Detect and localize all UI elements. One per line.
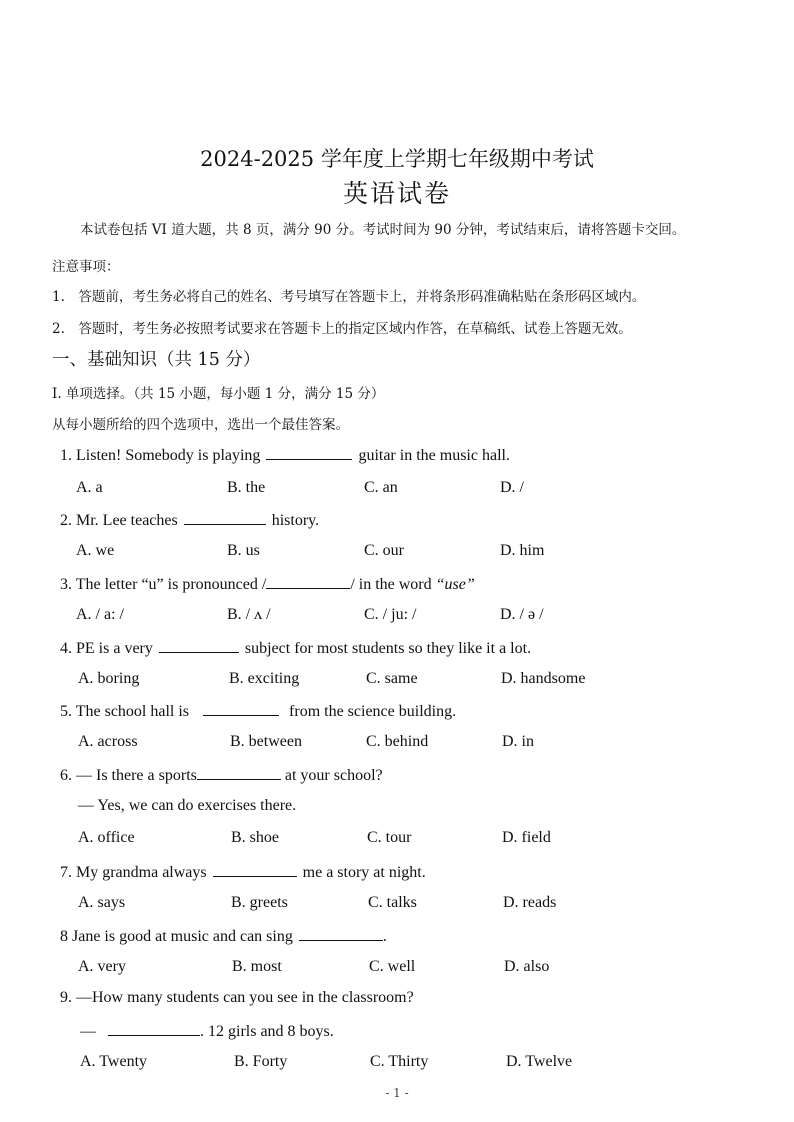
question-text: . 12 girls and 8 boys. [200, 1023, 334, 1040]
answer-blank [184, 510, 266, 525]
option: B. shoe [231, 829, 279, 846]
answer-blank [159, 638, 239, 653]
question-text: 1. Listen! Somebody is playing [60, 447, 261, 464]
option: A. a [76, 479, 103, 496]
question-text: 7. My grandma always [60, 864, 207, 881]
question-3 [60, 574, 475, 594]
notes-heading: 注意事项： [52, 259, 120, 275]
question-8 [60, 926, 387, 946]
note-item-2: 2. 答题时，考生务必按照考试要求在答题卡上的指定区域内作答，在草稿纸、试卷上答题无效。 [52, 321, 632, 337]
question-word: “use” [435, 576, 475, 593]
option: B. exciting [229, 670, 300, 687]
question-text: 3. The letter “u” is pronounced / [60, 576, 267, 593]
answer-blank [197, 765, 281, 780]
option: A. very [78, 958, 126, 975]
option: A. / a: / [76, 606, 124, 623]
answer-blank [266, 574, 350, 589]
option: B. greets [231, 894, 288, 911]
question-6-reply: — Yes, we can do exercises there. [78, 797, 297, 814]
question-text: from the science building. [289, 703, 457, 720]
answer-blank [266, 445, 352, 460]
option: D. him [500, 542, 545, 559]
option: C. an [364, 479, 398, 496]
question-text: 8 Jane is good at music and can sing [60, 928, 293, 945]
question-9: 9. —How many students can you see in the classroom? [60, 989, 414, 1006]
dash: — [80, 1023, 96, 1040]
option: D. / [500, 479, 524, 496]
option: B. us [227, 542, 260, 559]
part-title: I. 单项选择。（共 15 小题，每小题 1 分，满分 15 分） [52, 386, 385, 402]
option: A. says [78, 894, 126, 911]
question-4 [60, 638, 531, 658]
question-text: guitar in the music hall. [358, 447, 510, 464]
question-7 [60, 862, 426, 882]
question-6 [60, 765, 383, 785]
option: D. / ə / [500, 606, 544, 623]
question-5 [60, 701, 456, 721]
option: A. Twenty [80, 1053, 148, 1070]
section-heading: 一、基础知识（共 15 分） [52, 350, 261, 370]
exam-title: 2024-2025 学年度上学期七年级期中考试 [200, 147, 594, 171]
option: B. Forty [234, 1053, 288, 1070]
question-text: / in the word [350, 576, 432, 593]
option: B. most [232, 958, 282, 975]
question-1 [60, 445, 510, 465]
option: C. our [364, 542, 404, 559]
option: C. well [369, 958, 416, 975]
option: D. also [504, 958, 550, 975]
option: B. between [230, 733, 302, 750]
option: C. same [366, 670, 418, 687]
option: B. / ʌ / [227, 606, 271, 623]
option: D. Twelve [506, 1053, 573, 1070]
option: B. the [227, 479, 266, 496]
note-item-1: 1. 答题前，考生务必将自己的姓名、考号填写在答题卡上，并将条形码准确粘贴在条形码区域内。 [52, 289, 646, 305]
option: C. Thirty [370, 1053, 429, 1070]
question-text: . [382, 928, 387, 945]
question-2 [60, 510, 319, 530]
question-text: 5. The school hall is [60, 703, 190, 720]
page-number: - 1 - [385, 1086, 409, 1100]
question-9-reply [80, 1021, 334, 1041]
intro-text: 本试卷包括 VI 道大题，共 8 页，满分 90 分。考试时间为 90 分钟，考试结束后，请将答题卡交回。 [80, 222, 686, 238]
answer-blank [108, 1021, 200, 1036]
option: A. boring [78, 670, 140, 687]
question-text: history. [271, 512, 320, 529]
question-text: at your school? [284, 767, 383, 784]
question-text: 4. PE is a very [60, 640, 153, 657]
option: C. behind [366, 733, 429, 750]
question-text: 2. Mr. Lee teaches [60, 512, 178, 529]
answer-blank [213, 862, 297, 877]
question-text: me a story at night. [302, 864, 426, 881]
answer-blank [203, 701, 279, 716]
answer-blank [299, 926, 383, 941]
option: D. field [502, 829, 551, 846]
question-text: subject for most students so they like it a lot. [244, 640, 532, 657]
option: C. / ju: / [364, 606, 417, 623]
option: A. across [78, 733, 138, 750]
option: A. office [78, 829, 135, 846]
exam-subtitle: 英语试卷 [342, 179, 451, 208]
option: D. reads [503, 894, 557, 911]
option: C. tour [367, 829, 412, 846]
option: D. handsome [501, 670, 586, 687]
part-instruction: 从每小题所给的四个选项中，选出一个最佳答案。 [52, 417, 349, 433]
option: D. in [502, 733, 534, 750]
option: C. talks [368, 894, 417, 911]
option: A. we [76, 542, 115, 559]
question-text: 6. — Is there a sports [60, 767, 197, 784]
